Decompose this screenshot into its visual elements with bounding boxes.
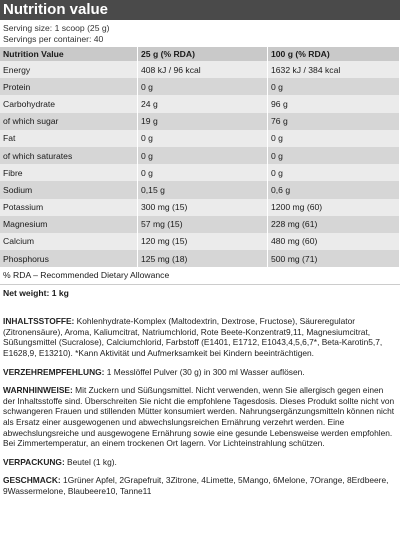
column-header: 25 g (% RDA) xyxy=(138,47,268,61)
per-serving-value: 19 g xyxy=(138,113,268,130)
net-weight: Net weight: 1 kg xyxy=(0,284,400,302)
per-100g-value: 0 g xyxy=(268,78,400,95)
table-row xyxy=(0,181,400,198)
nutrient-name: Protein xyxy=(0,78,138,95)
column-header: 100 g (% RDA) xyxy=(268,47,400,61)
table-row xyxy=(0,113,400,130)
per-serving-value: 0 g xyxy=(138,164,268,181)
packaging-label: VERPACKUNG: xyxy=(3,456,65,467)
table-row xyxy=(0,164,400,181)
nutrient-name: Carbohydrate xyxy=(0,95,138,112)
per-100g-value: 1632 kJ / 384 kcal xyxy=(268,61,400,78)
per-100g-value: 96 g xyxy=(268,95,400,112)
nutrition-table xyxy=(0,47,400,267)
per-serving-value: 125 mg (18) xyxy=(138,250,268,267)
per-serving-value: 0 g xyxy=(138,147,268,164)
table-row xyxy=(0,61,400,78)
usage-label: VERZEHREMPFEHLUNG: xyxy=(3,366,105,377)
table-header-row xyxy=(0,47,400,61)
page-title: Nutrition value xyxy=(0,0,400,20)
nutrient-name: Sodium xyxy=(0,181,138,198)
ingredients-paragraph xyxy=(3,316,397,358)
per-100g-value: 480 mg (60) xyxy=(268,233,400,250)
per-serving-value: 24 g xyxy=(138,95,268,112)
table-row xyxy=(0,199,400,216)
usage-text: 1 Messlöffel Pulver (30 g) in 300 ml Wasser auflösen. xyxy=(104,366,305,377)
packaging-paragraph xyxy=(3,457,397,468)
warnings-paragraph xyxy=(3,385,397,449)
per-100g-value: 0,6 g xyxy=(268,181,400,198)
per-serving-value: 0,15 g xyxy=(138,181,268,198)
table-row xyxy=(0,250,400,267)
per-100g-value: 0 g xyxy=(268,130,400,147)
per-100g-value: 0 g xyxy=(268,164,400,181)
taste-paragraph xyxy=(3,475,397,496)
nutrient-name: of which saturates xyxy=(0,147,138,164)
nutrient-name: Fat xyxy=(0,130,138,147)
taste-text: 1Grüner Apfel, 2Grapefruit, 3Zitrone, 4Limette, 5Mango, 6Melone, 7Orange, 8Erdbeere, 9Wassermelone, Blaubeere10, Tanne11 xyxy=(3,475,389,496)
per-serving-value: 120 mg (15) xyxy=(138,233,268,250)
per-serving-value: 300 mg (15) xyxy=(138,199,268,216)
usage-paragraph xyxy=(3,367,397,378)
warnings-label: WARNHINWEISE: xyxy=(3,385,73,396)
ingredients-label: INHALTSSTOFFE: xyxy=(3,316,75,327)
nutrient-name: Calcium xyxy=(0,233,138,250)
packaging-text: Beutel (1 kg). xyxy=(64,456,117,467)
warnings-text: Mit Zuckern und Süßungsmittel. Nicht verwenden, wenn Sie allergisch gegen einen der Inhaltsstoffe sind. Überschreiten Sie nicht die empfohlene Tagesdosis. Dieses Produkt sollte nicht von schwangeren Frauen und stillenden Mütter konsumiert werden. Nahrungsergänzungsmitteln können nicht als Ersatz einer ausgewogenen und abwechslungsreichen Ernährung verzehrt werden. Eine abwechslungsreiche und ausgewogene Ernährung sowie eine gesunde Lebensweise werden empfohlen. Bei Zimmertemperatur, an einem trockenen Ort lagern. Vor Lichteinstrahlung schützen. xyxy=(3,385,395,449)
label-text-block xyxy=(0,316,400,496)
per-serving-value: 0 g xyxy=(138,130,268,147)
table-row xyxy=(0,216,400,233)
table-row xyxy=(0,95,400,112)
column-header: Nutrition Value xyxy=(0,47,138,61)
nutrient-name: Magnesium xyxy=(0,216,138,233)
table-row xyxy=(0,78,400,95)
table-row xyxy=(0,233,400,250)
nutrient-name: Phosphorus xyxy=(0,250,138,267)
per-100g-value: 500 mg (71) xyxy=(268,250,400,267)
nutrient-name: Energy xyxy=(0,61,138,78)
table-row xyxy=(0,130,400,147)
serving-size: Serving size: 1 scoop (25 g) xyxy=(3,23,110,33)
ingredients-text: Kohlenhydrate-Komplex (Maltodextrin, Dextrose, Fructose), Säureregulator (Zitronensäure), Aroma, Kaliumcitrat, Natriumchlorid, Rote Beete-Konzentrat9,11, Magnesiumcitrat, Süßungsmittel (Sucralose), Calciumchlorid, Farbstoff (E1401, E1712, E1043,4,5,6,7*, Beta-Karotin5,7, E1628,9, E13210). *Kann Aktivität und Aufmerksamkeit bei Kindern beeinträchtigen. xyxy=(3,316,383,359)
per-100g-value: 0 g xyxy=(268,147,400,164)
table-row xyxy=(0,147,400,164)
per-serving-value: 57 mg (15) xyxy=(138,216,268,233)
per-100g-value: 1200 mg (60) xyxy=(268,199,400,216)
servings-per-container: Servings per container: 40 xyxy=(3,34,104,44)
per-100g-value: 228 mg (61) xyxy=(268,216,400,233)
rda-note: % RDA – Recommended Dietary Allowance xyxy=(3,270,170,281)
per-serving-value: 0 g xyxy=(138,78,268,95)
nutrient-name: of which sugar xyxy=(0,113,138,130)
nutrient-name: Potassium xyxy=(0,199,138,216)
nutrient-name: Fibre xyxy=(0,164,138,181)
per-serving-value: 408 kJ / 96 kcal xyxy=(138,61,268,78)
taste-label: GESCHMACK: xyxy=(3,475,61,486)
per-100g-value: 76 g xyxy=(268,113,400,130)
serving-info xyxy=(0,20,400,46)
